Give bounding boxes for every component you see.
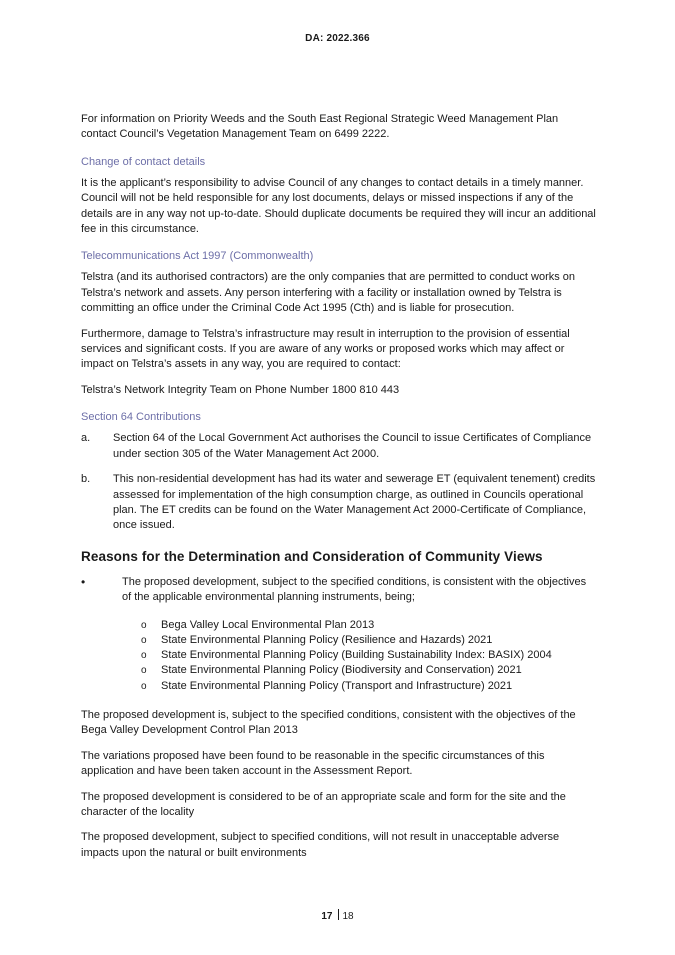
total-pages: 18 bbox=[342, 911, 354, 922]
section64-heading: Section 64 Contributions bbox=[81, 411, 201, 424]
item-marker: b. bbox=[81, 473, 91, 486]
bullet-icon: • bbox=[81, 574, 86, 589]
list-item bbox=[141, 679, 596, 694]
bullet-text: The proposed development, subject to the specified conditions, is consistent with the objectives of the applicable environmental planning instruments, being; bbox=[122, 575, 587, 604]
item-marker: a. bbox=[81, 432, 91, 445]
list-item bbox=[141, 618, 596, 633]
telstra-contact-line: Telstra’s Network Integrity Team on Phone Number 1800 810 443 bbox=[81, 383, 400, 396]
instrument-name: Bega Valley Local Environmental Plan 2013 bbox=[161, 618, 375, 631]
circle-bullet-icon: o bbox=[141, 680, 147, 692]
instrument-name: State Environmental Planning Policy (Resilience and Hazards) 2021 bbox=[161, 633, 493, 646]
weeds-info-paragraph: For information on Priority Weeds and the South East Regional Strategic Weed Management Plan contact Council’s Vegetation Management Team on 6499 2222. bbox=[81, 113, 559, 141]
section64-item bbox=[81, 472, 596, 534]
variations-paragraph: The variations proposed have been found to be reasonable in the specific circumstances of this application and have been taken account in the Assessment Report. bbox=[81, 749, 545, 778]
list-item bbox=[141, 648, 596, 663]
current-page: 17 bbox=[321, 911, 333, 922]
contact-details-paragraph: It is the applicant’s responsibility to advise Council of any changes to contact details in a timely manner. Council will not be held responsible for any lost documents, delays or missed inspections if any of the details are in any way not up-to-date. Should duplicate documents be required they will incur an additional fee in this circumstance. bbox=[81, 176, 596, 236]
page-divider bbox=[338, 909, 339, 920]
circle-bullet-icon: o bbox=[141, 665, 147, 677]
instrument-name: State Environmental Planning Policy (Biodiversity and Conservation) 2021 bbox=[161, 664, 522, 677]
circle-bullet-icon: o bbox=[141, 619, 147, 631]
reasons-bullet bbox=[81, 575, 596, 606]
instrument-name: State Environmental Planning Policy (Transport and Infrastructure) 2021 bbox=[161, 679, 513, 692]
instruments-list bbox=[141, 618, 596, 694]
circle-bullet-icon: o bbox=[141, 634, 147, 646]
reasons-heading: Reasons for the Determination and Consideration of Community Views bbox=[81, 548, 543, 564]
impacts-paragraph: The proposed development, subject to specified conditions, will not result in unacceptable adverse impacts upon the natural or built environments bbox=[81, 831, 560, 859]
item-text: This non-residential development has had its water and sewerage ET (equivalent tenement) credits assessed for implementation of the high consumption charge, as outlined in Councils operational plan. The ET credits can be found on the Water Management Act 2000-Certificate of Compliance, once issued. bbox=[113, 473, 596, 532]
document-reference: DA: 2022.366 bbox=[305, 33, 370, 44]
scale-form-paragraph: The proposed development is considered to be of an appropriate scale and form for the site and the character of the locality bbox=[81, 790, 566, 819]
list-item bbox=[141, 663, 596, 678]
telstra-paragraph-2: Furthermore, damage to Telstra’s infrastructure may result in interruption to the provision of essential services and significant costs. If you are aware of any works or proposed works which may affect or impact on Telstra’s assets in any way, you are required to contact: bbox=[81, 327, 570, 371]
instrument-name: State Environmental Planning Policy (Building Sustainability Index: BASIX) 2004 bbox=[161, 649, 552, 662]
section64-item bbox=[81, 431, 596, 462]
page-number bbox=[0, 909, 675, 922]
contact-details-heading: Change of contact details bbox=[81, 155, 206, 168]
list-item bbox=[141, 633, 596, 648]
dcp-consistency-paragraph: The proposed development is, subject to the specified conditions, consistent with the objectives of the Bega Valley Development Control Plan 2013 bbox=[81, 709, 576, 737]
page-content bbox=[81, 112, 596, 871]
telecommunications-heading: Telecommunications Act 1997 (Commonwealth) bbox=[81, 250, 314, 263]
telstra-paragraph-1: Telstra (and its authorised contractors) are the only companies that are permitted to conduct works on Telstra’s network and assets. Any person interfering with a facility or installation owned by Telstra is committing an office under the Criminal Code Act 1995 (Cth) and is liable for prosecution. bbox=[81, 271, 576, 315]
circle-bullet-icon: o bbox=[141, 650, 147, 662]
item-text: Section 64 of the Local Government Act authorises the Council to issue Certificates of Compliance under section 305 of the Water Management Act 2000. bbox=[113, 432, 592, 460]
